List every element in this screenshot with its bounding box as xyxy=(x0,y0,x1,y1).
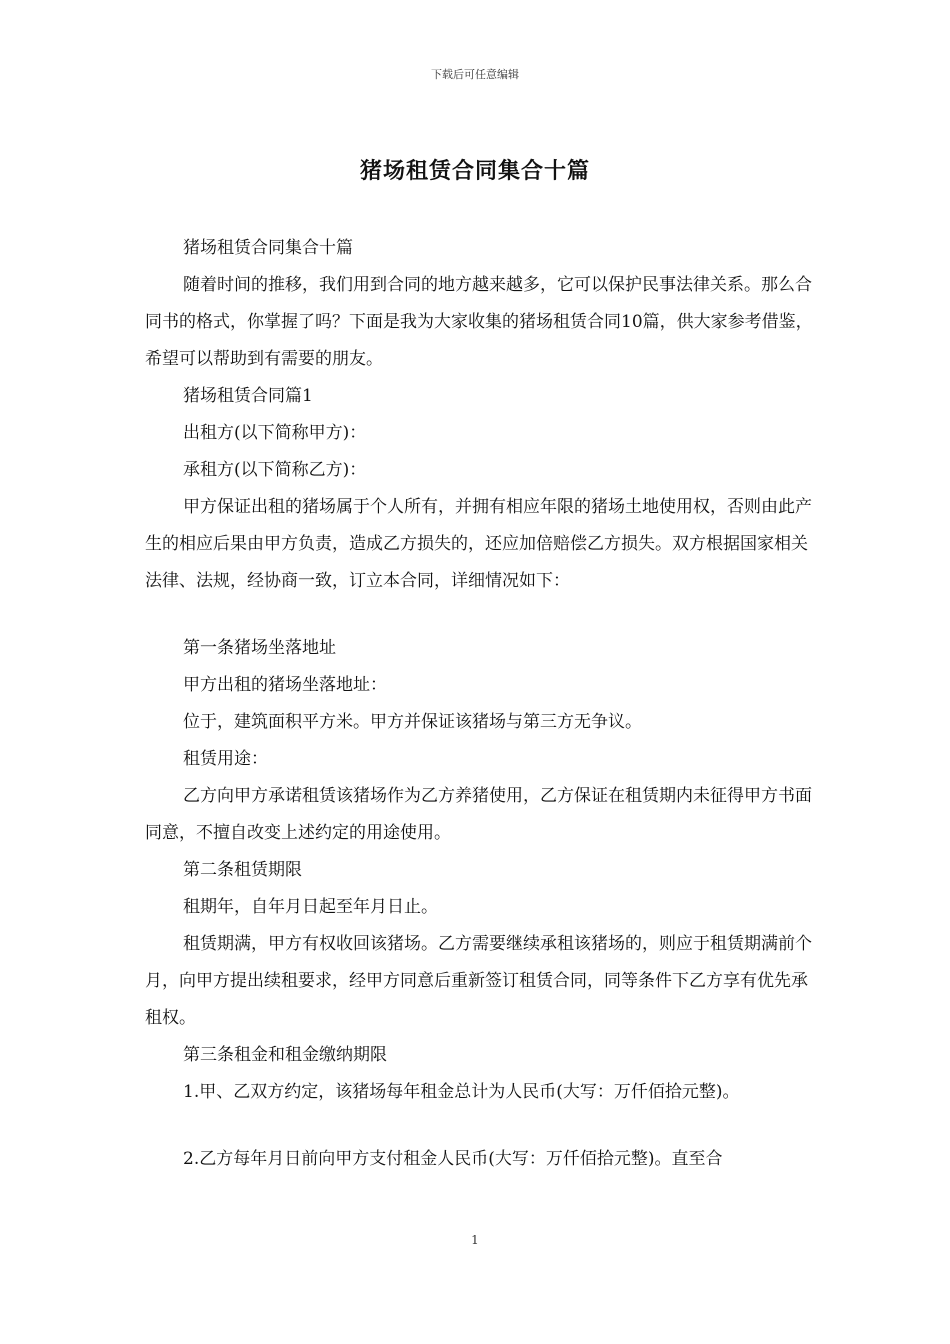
paragraph-lessee: 承租方(以下简称乙方)： xyxy=(183,460,367,480)
document-body xyxy=(145,230,821,1178)
paragraph-subtitle: 猪场租赁合同集合十篇 xyxy=(183,238,353,258)
paragraph-lessor: 出租方(以下简称甲方)： xyxy=(183,423,367,443)
paragraph-rent-payment: 2.乙方每年月日前向甲方支付租金人民币(大写：万仟佰拾元整)。直至合 xyxy=(183,1149,723,1169)
paragraph-address-label: 甲方出租的猪场坐落地址： xyxy=(183,675,387,695)
paragraph-usage-label: 租赁用途： xyxy=(183,749,268,769)
paragraph-section-heading: 猪场租赁合同篇1 xyxy=(183,386,313,406)
document-title: 猪场租赁合同集合十篇 xyxy=(359,158,590,184)
page-header: 下载后可任意编辑 xyxy=(431,68,519,81)
paragraph-article-2: 第二条租赁期限 xyxy=(183,860,302,880)
paragraph-article-3: 第三条租金和租金缴纳期限 xyxy=(183,1045,387,1065)
page-number: 1 xyxy=(471,1233,479,1247)
paragraph-renewal: 租赁期满，甲方有权收回该猪场。乙方需要继续承租该猪场的，则应于租赁期满前个月，向甲方提出续租要求，经甲方同意后重新签订租赁合同，同等条件下乙方享有优先承租权。 xyxy=(145,934,812,1028)
paragraph-address: 位于，建筑面积平方米。甲方并保证该猪场与第三方无争议。 xyxy=(183,712,642,732)
paragraph-article-1: 第一条猪场坐落地址 xyxy=(183,638,336,658)
paragraph-guarantee: 甲方保证出租的猪场属于个人所有，并拥有相应年限的猪场土地使用权，否则由此产生的相应后果由甲方负责，造成乙方损失的，还应加倍赔偿乙方损失。双方根据国家相关法律、法规，经协商一致，订立本合同，详细情况如下： xyxy=(145,497,812,591)
paragraph-intro: 随着时间的推移，我们用到合同的地方越来越多，它可以保护民事法律关系。那么合同书的格式，你掌握了吗？下面是我为大家收集的猪场租赁合同10篇，供大家参考借鉴，希望可以帮助到有需要的朋友。 xyxy=(145,275,813,369)
paragraph-usage: 乙方向甲方承诺租赁该猪场作为乙方养猪使用，乙方保证在租赁期内未征得甲方书面同意，不擅自改变上述约定的用途使用。 xyxy=(145,786,812,843)
paragraph-rent-total: 1.甲、乙双方约定，该猪场每年租金总计为人民币(大写：万仟佰拾元整)。 xyxy=(183,1082,740,1102)
paragraph-term: 租期年，自年月日起至年月日止。 xyxy=(183,897,438,917)
